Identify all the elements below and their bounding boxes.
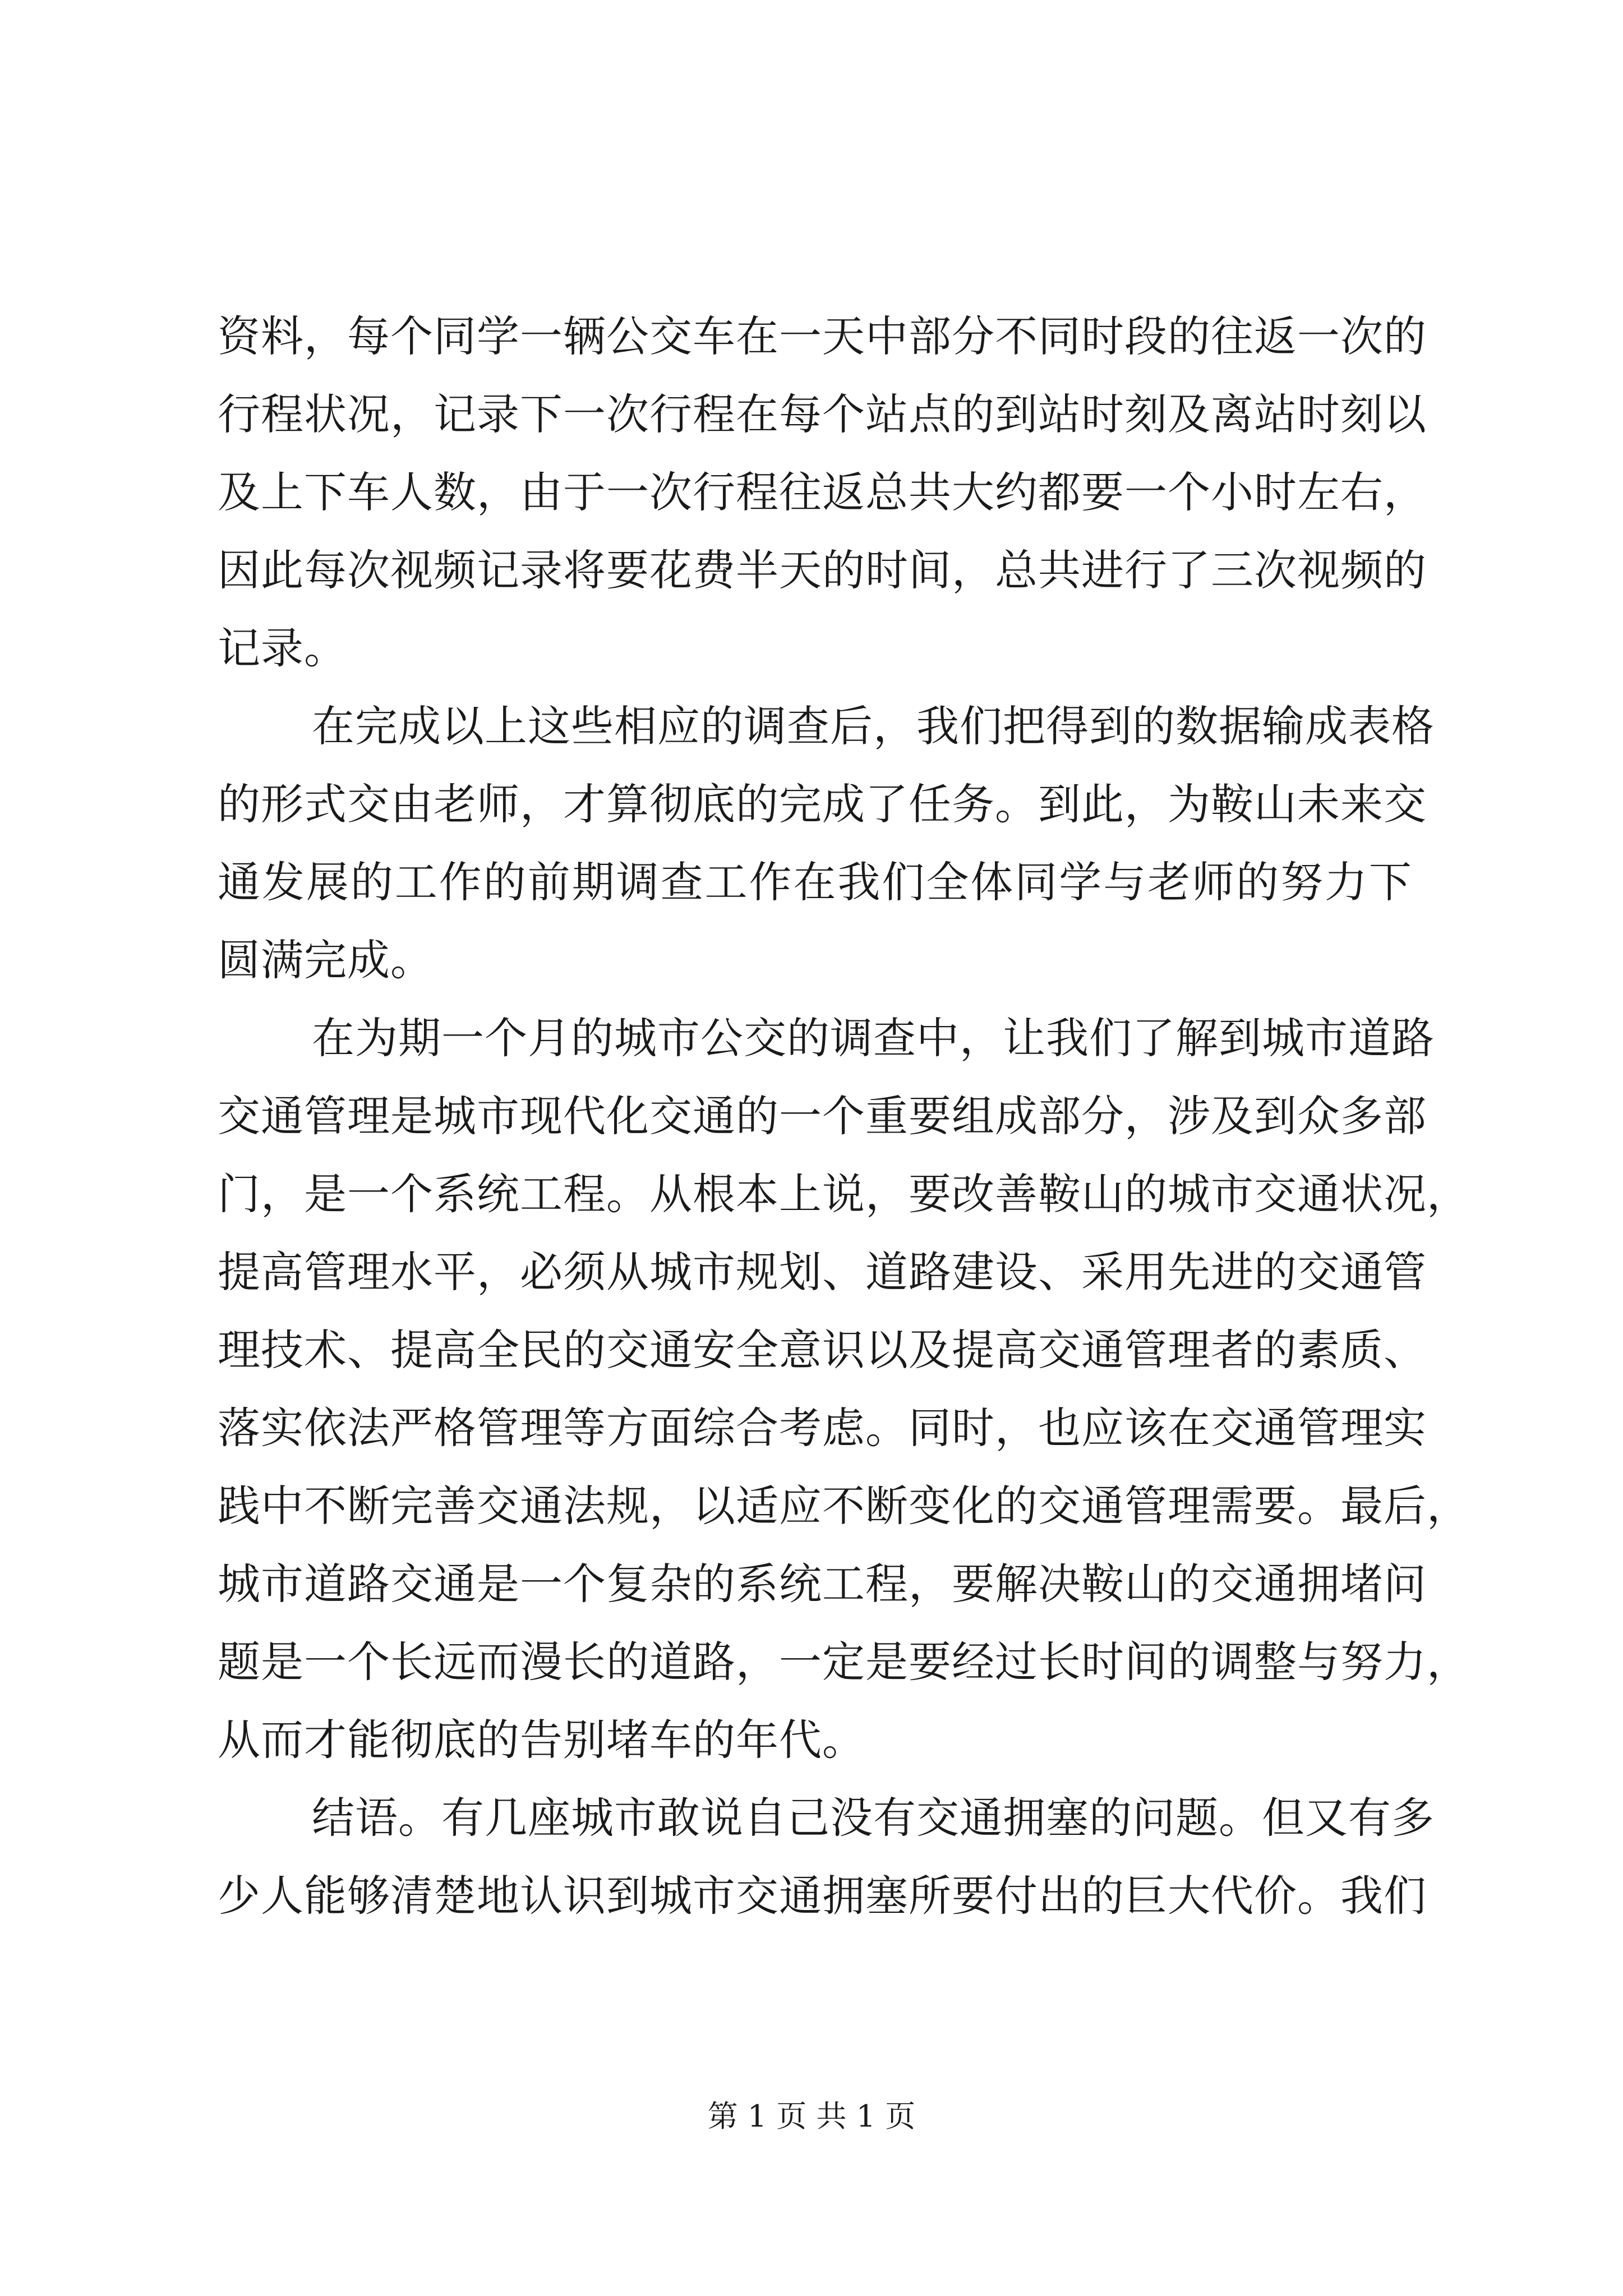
text-line: 结语。有几座城市敢说自己没有交通拥塞的问题。但又有多 (312, 1793, 1435, 1843)
text-line: 通发展的工作的前期调查工作在我们全体同学与老师的努力下 (218, 857, 1412, 907)
text-line: 交通管理是城市现代化交通的一个重要组成部分，涉及到众多部 (218, 1091, 1427, 1141)
text-line: 在完成以上这些相应的调查后，我们把得到的数据输成表格 (312, 701, 1435, 751)
text-line: 圆满完成。 (218, 935, 434, 985)
text-line: 资料，每个同学一辆公交车在一天中部分不同时段的往返一次的 (218, 311, 1427, 361)
text-line: 践中不断完善交通法规，以适应不断变化的交通管理需要。最后， (218, 1481, 1470, 1531)
text-line: 从而才能彻底的告别堵车的年代。 (218, 1715, 865, 1765)
text-line: 门，是一个系统工程。从根本上说，要改善鞍山的城市交通状况， (218, 1169, 1470, 1219)
text-line: 因此每次视频记录将要花费半天的时间，总共进行了三次视频的 (218, 545, 1427, 595)
text-line: 记录。 (218, 623, 347, 673)
text-line: 行程状况，记录下一次行程在每个站点的到站时刻及离站时刻以 (218, 389, 1427, 439)
text-line: 的形式交由老师，才算彻底的完成了任务。到此，为鞍山未来交 (218, 779, 1427, 829)
text-line: 理技术、提高全民的交通安全意识以及提高交通管理者的素质、 (218, 1325, 1427, 1375)
page-footer (0, 2097, 1623, 2136)
text-line: 题是一个长远而漫长的道路，一定是要经过长时间的调整与努力， (218, 1637, 1470, 1687)
text-line: 落实依法严格管理等方面综合考虑。同时，也应该在交通管理实 (218, 1403, 1427, 1453)
text-line: 城市道路交通是一个复杂的系统工程，要解决鞍山的交通拥堵问 (218, 1559, 1427, 1609)
text-line: 少人能够清楚地认识到城市交通拥塞所要付出的巨大代价。我们 (218, 1871, 1427, 1921)
document-body (218, 297, 1470, 1935)
text-line: 在为期一个月的城市公交的调查中，让我们了解到城市道路 (312, 1013, 1435, 1063)
page-number-label: 第 1 页 共 1 页 (707, 2099, 916, 2134)
text-line: 提高管理水平，必须从城市规划、道路建设、采用先进的交通管 (218, 1247, 1427, 1297)
text-line: 及上下车人数，由于一次行程往返总共大约都要一个小时左右， (218, 467, 1427, 517)
